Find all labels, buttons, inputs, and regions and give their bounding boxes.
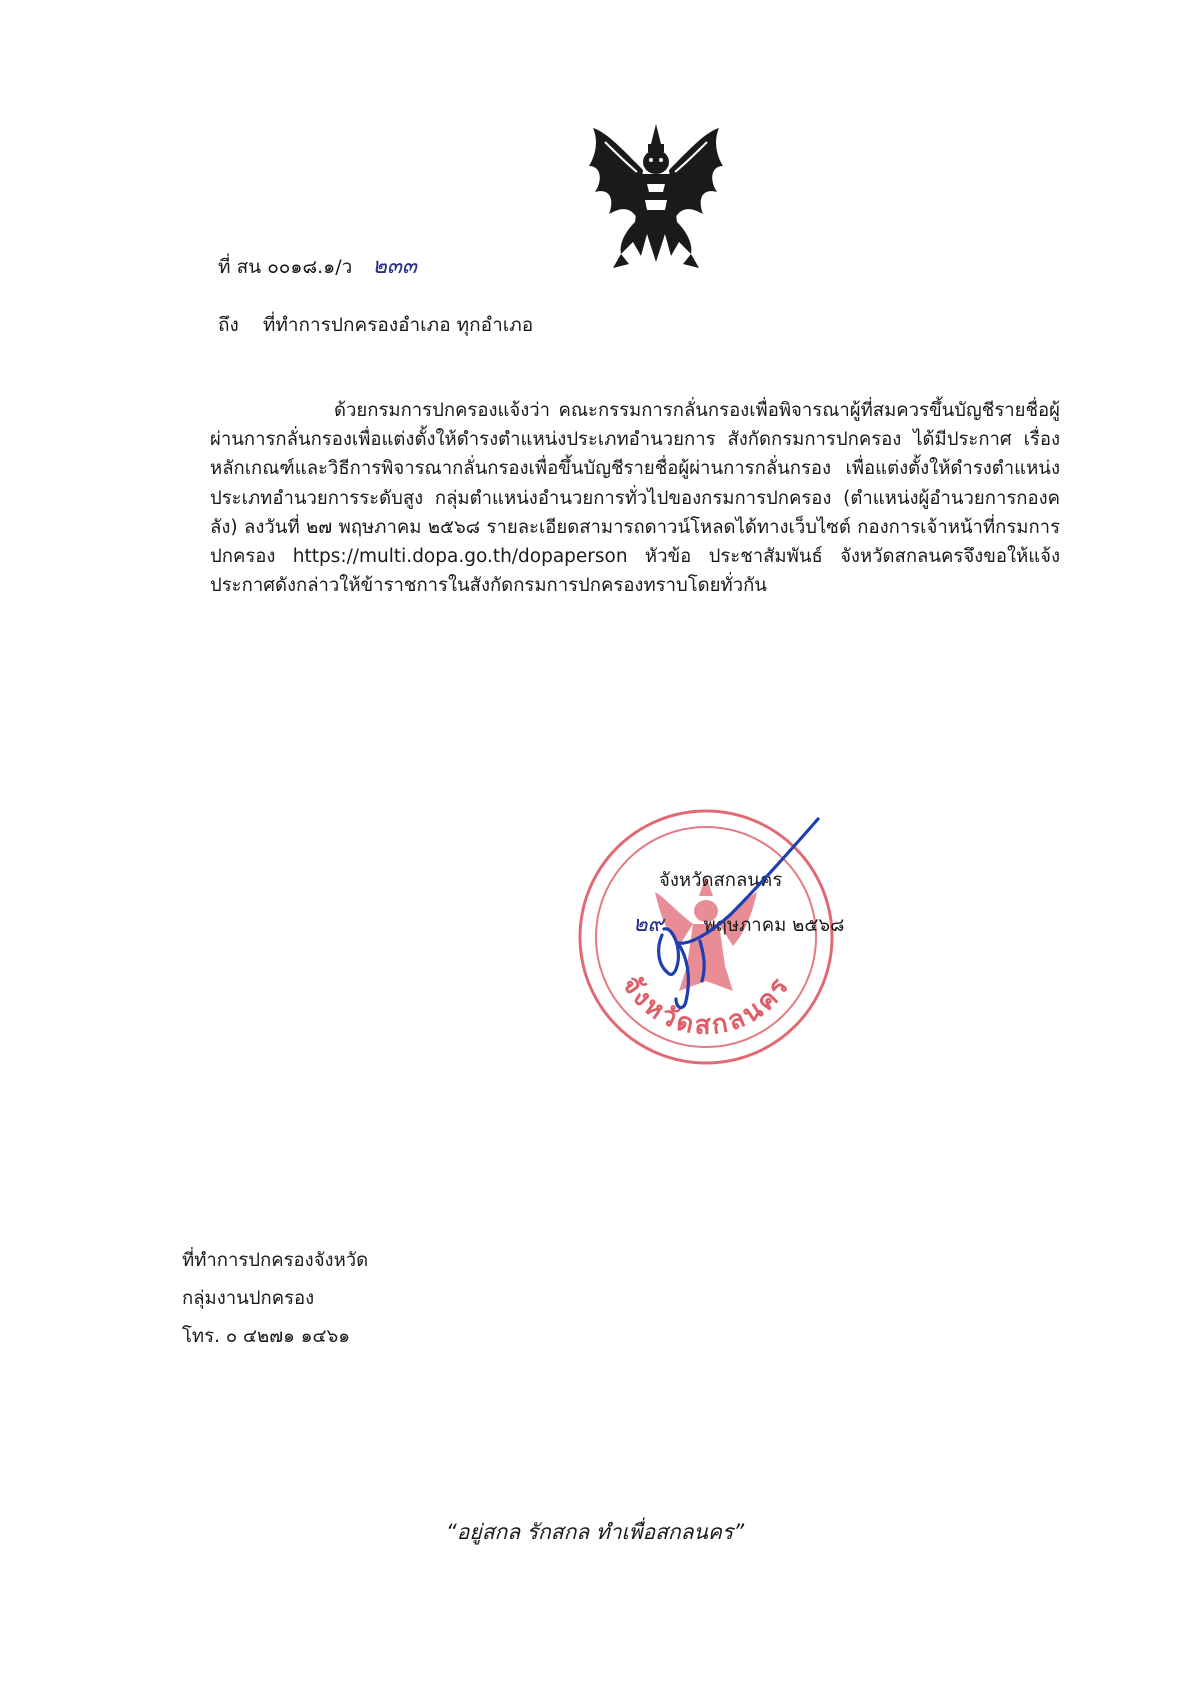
footer-office: ที่ทำการปกครองจังหวัด xyxy=(182,1250,369,1271)
provincial-slogan: “อยู่สกล รักสกล ทำเพื่อสกลนคร” xyxy=(445,1520,745,1544)
letter-body xyxy=(210,396,1060,600)
signer-name: จังหวัดสกลนคร xyxy=(659,870,783,891)
recipient-line xyxy=(218,310,533,340)
handwritten-signature xyxy=(640,815,830,1015)
document-reference xyxy=(218,248,417,283)
handwritten-day: ๒๙ xyxy=(633,912,664,937)
body-paragraph: ด้วยกรมการปกครองแจ้งว่า คณะกรรมการกลั่นกรองเพื่อพิจารณาผู้ที่สมควรขึ้นบัญชีรายชื่อผู้ผ่านการกลั่นกรองเพื่อแต่งตั้งให้ดำรงตำแหน่งประเภทอำนวยการ สังกัดกรมการปกครอง ได้มีประกาศ เรื่อง หลักเกณฑ์และวิธีการพิจารณากลั่นกรองเพื่อขึ้นบัญชีรายชื่อผู้ผ่านการกลั่นกรอง เพื่อแต่งตั้งให้ดำรงตำแหน่งประเภทอำนวยการระดับสูง กลุ่มตำแหน่งอำนวยการทั่วไปของกรมการปกครอง (ตำแหน่งผู้อำนวยการกองคลัง) ลงวันที่ ๒๗ พฤษภาคม ๒๕๖๘ รายละเอียดสามารถดาวน์โหลดได้ทางเว็บไซต์ กองการเจ้าหน้าที่กรมการปกครอง https://multi.dopa.go.th/dopaperson หัวข้อ ประชาสัมพันธ์ จังหวัดสกลนครจึงขอให้แจ้งประกาศดังกล่าวให้ข้าราชการในสังกัดกรมการปกครองทราบโดยทั่วกัน xyxy=(210,400,1060,597)
recipient-label: ถึง xyxy=(218,314,239,336)
recipient-text: ที่ทำการปกครองอำเภอ ทุกอำเภอ xyxy=(262,314,534,336)
handwritten-document-number: ๒๓๓ xyxy=(372,254,417,279)
month-year: พฤษภาคม ๒๕๖๘ xyxy=(703,915,845,936)
footer-division: กลุ่มงานปกครอง xyxy=(182,1288,315,1309)
reference-label: ที่ สน ๐๐๑๘.๑/ว xyxy=(218,256,353,278)
contact-block xyxy=(182,1242,368,1356)
garuda-emblem-icon xyxy=(585,122,727,274)
stamp-text: จังหวัดสกลนคร xyxy=(615,970,797,1041)
footer-phone: โทร. ๐ ๔๒๗๑ ๑๔๖๑ xyxy=(182,1326,350,1347)
